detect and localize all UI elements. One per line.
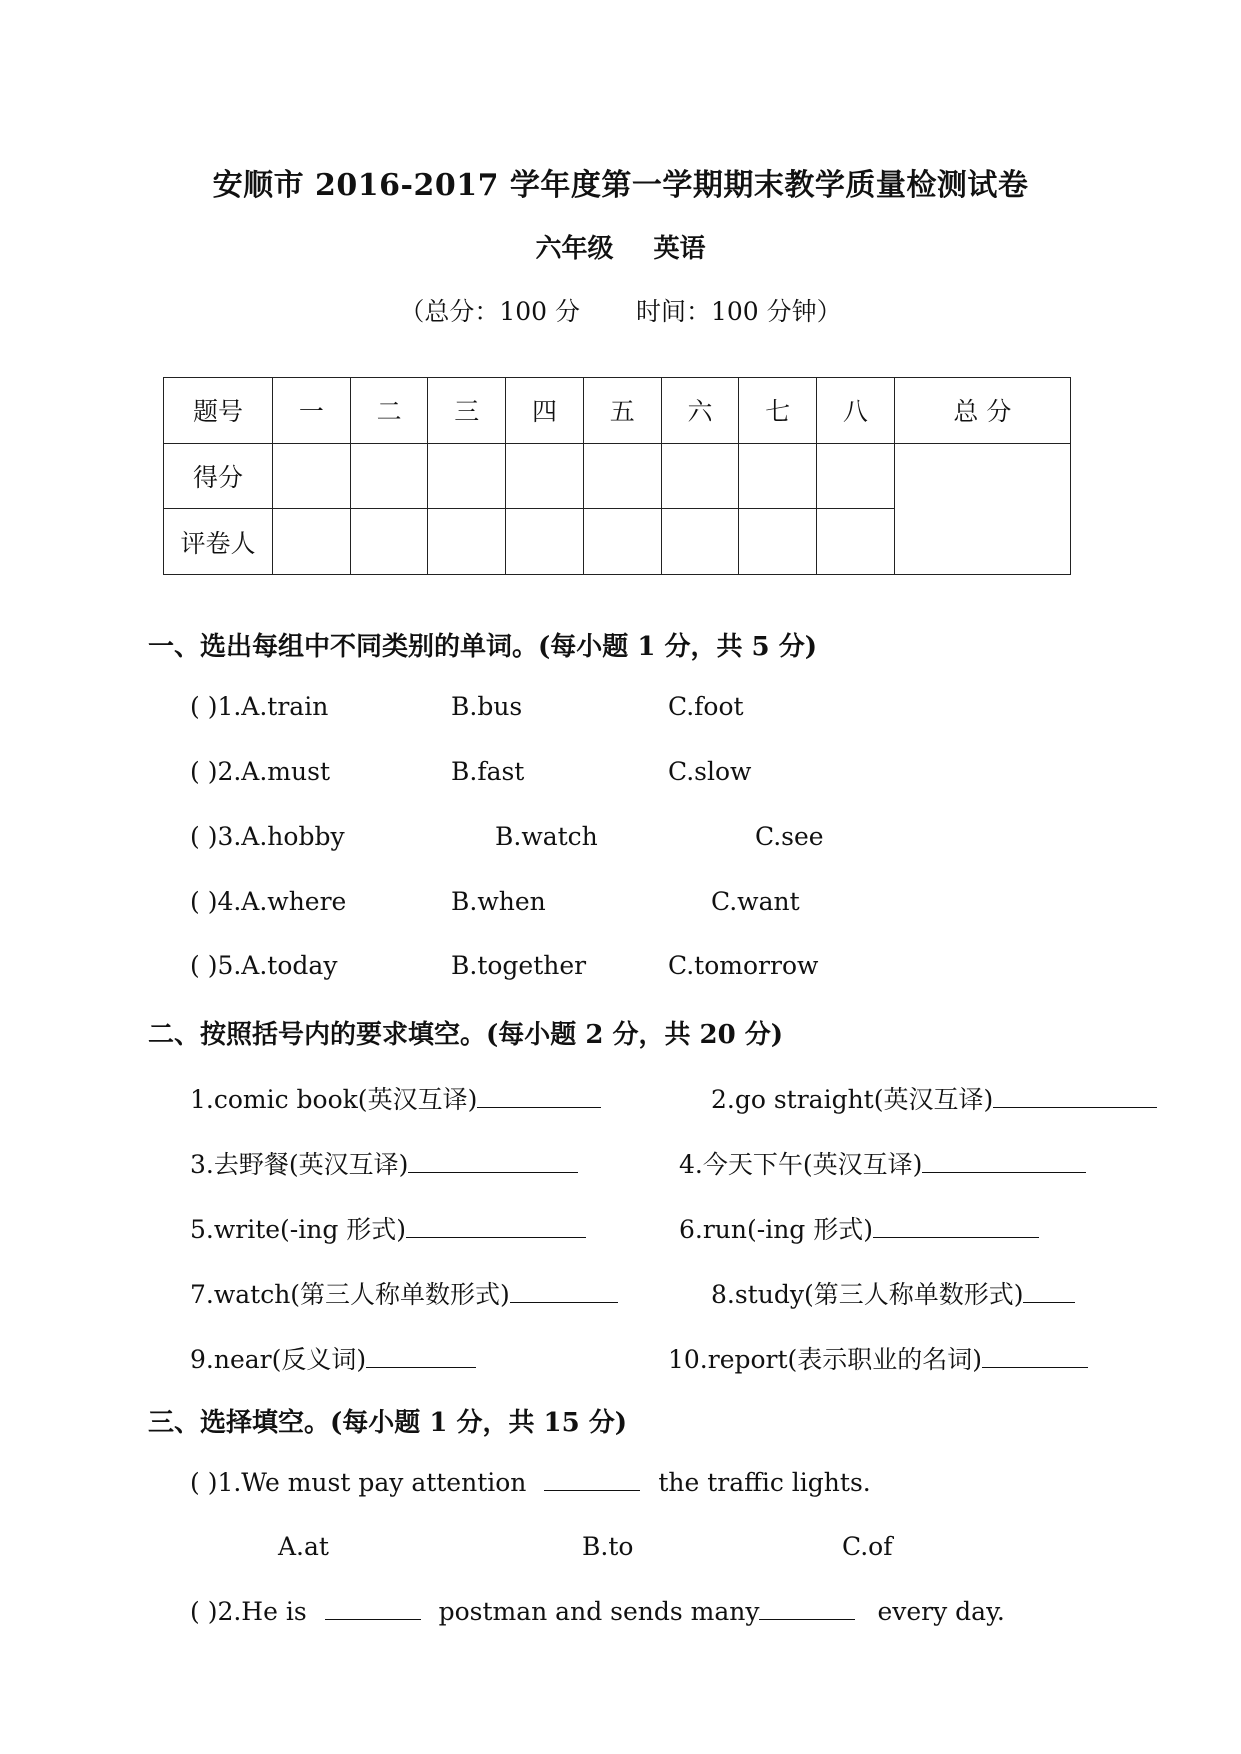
- time-info: 时间：100 分钟）: [636, 297, 842, 326]
- section1-heading: 一、选出每组中不同类别的单词。(每小题 1 分，共 5 分): [148, 632, 817, 662]
- col-3-header: 三: [428, 378, 506, 444]
- s2-q7: 7.watch(第三人称单数形式): [190, 1275, 618, 1311]
- col-1-header: 一: [273, 378, 351, 444]
- answer-blank[interactable]: [1023, 1280, 1075, 1303]
- total-score-cell[interactable]: [894, 443, 1070, 574]
- section3-heading: 三、选择填空。(每小题 1 分，共 15 分): [148, 1408, 628, 1438]
- score-cell[interactable]: [273, 443, 351, 509]
- subtitle: [0, 228, 1241, 265]
- s1-q5-b: B.together: [451, 951, 587, 980]
- s3-q1: ( )1.We must pay attention the traffic lights.: [190, 1468, 871, 1497]
- col-4-header: 四: [506, 378, 584, 444]
- grader-cell[interactable]: [506, 509, 584, 575]
- s1-q1-c: C.foot: [668, 692, 744, 721]
- score-cell[interactable]: [506, 443, 584, 509]
- grader-cell[interactable]: [739, 509, 817, 575]
- col-5-header: 五: [583, 378, 661, 444]
- s2-q2: 2.go straight(英汉互译): [711, 1080, 1157, 1116]
- subject-label: 英语: [653, 234, 706, 264]
- s1-q3-b: B.watch: [495, 822, 598, 851]
- grader-cell[interactable]: [817, 509, 895, 575]
- answer-blank[interactable]: [759, 1597, 855, 1620]
- s3-q1-a: A.at: [278, 1532, 329, 1561]
- total-score-info: （总分：100 分: [399, 297, 580, 326]
- s1-q4-a: ( )4.A.where: [190, 887, 347, 916]
- answer-blank[interactable]: [325, 1597, 421, 1620]
- answer-blank[interactable]: [406, 1215, 586, 1238]
- answer-blank[interactable]: [873, 1215, 1039, 1238]
- score-cell[interactable]: [661, 443, 739, 509]
- answer-blank[interactable]: [544, 1468, 640, 1491]
- answer-blank[interactable]: [366, 1345, 476, 1368]
- col-8-header: 八: [817, 378, 895, 444]
- s1-q1-b: B.bus: [451, 692, 523, 721]
- exam-info: [0, 292, 1241, 328]
- s1-q2-c: C.slow: [668, 757, 752, 786]
- s2-q6: 6.run(-ing 形式): [679, 1210, 1039, 1246]
- s1-q4-b: B.when: [451, 887, 546, 916]
- score-row-label: 得分: [164, 443, 273, 509]
- answer-blank[interactable]: [510, 1280, 618, 1303]
- score-cell[interactable]: [428, 443, 506, 509]
- score-cell[interactable]: [350, 443, 428, 509]
- answer-blank[interactable]: [982, 1345, 1088, 1368]
- s2-q9: 9.near(反义词): [190, 1340, 476, 1376]
- grader-cell[interactable]: [350, 509, 428, 575]
- s1-q1-a: ( )1.A.train: [190, 692, 329, 721]
- score-cell[interactable]: [817, 443, 895, 509]
- s2-q3: 3.去野餐(英汉互译): [190, 1145, 578, 1181]
- page-title: 安顺市 2016-2017 学年度第一学期期末教学质量检测试卷: [212, 168, 1029, 203]
- grader-row-label: 评卷人: [164, 509, 273, 575]
- s2-q8: 8.study(第三人称单数形式): [711, 1275, 1075, 1311]
- header-label-cell: 题号: [164, 378, 273, 444]
- s3-q1-b: B.to: [582, 1532, 634, 1561]
- answer-blank[interactable]: [993, 1085, 1157, 1108]
- col-6-header: 六: [661, 378, 739, 444]
- score-cell[interactable]: [583, 443, 661, 509]
- s3-q2: ( )2.He is postman and sends many every day.: [190, 1597, 1005, 1626]
- grade-label: 六年级: [535, 234, 614, 264]
- s2-q10: 10.report(表示职业的名词): [668, 1340, 1088, 1376]
- s1-q5-c: C.tomorrow: [668, 951, 819, 980]
- s1-q3-c: C.see: [755, 822, 824, 851]
- s1-q5-a: ( )5.A.today: [190, 951, 338, 980]
- s1-q2-a: ( )2.A.must: [190, 757, 330, 786]
- total-header: 总 分: [894, 378, 1070, 444]
- s2-q1: 1.comic book(英汉互译): [190, 1080, 601, 1116]
- grader-cell[interactable]: [273, 509, 351, 575]
- grader-cell[interactable]: [661, 509, 739, 575]
- s1-q4-c: C.want: [711, 887, 800, 916]
- s1-q2-b: B.fast: [451, 757, 525, 786]
- grader-cell[interactable]: [583, 509, 661, 575]
- col-7-header: 七: [739, 378, 817, 444]
- score-table: [163, 377, 1071, 575]
- col-2-header: 二: [350, 378, 428, 444]
- score-cell[interactable]: [739, 443, 817, 509]
- s2-q4: 4.今天下午(英汉互译): [679, 1145, 1086, 1181]
- answer-blank[interactable]: [922, 1150, 1086, 1173]
- answer-blank[interactable]: [408, 1150, 578, 1173]
- grader-cell[interactable]: [428, 509, 506, 575]
- section2-heading: 二、按照括号内的要求填空。(每小题 2 分，共 20 分): [148, 1020, 784, 1050]
- s2-q5: 5.write(-ing 形式): [190, 1210, 586, 1246]
- s3-q1-c: C.of: [842, 1532, 893, 1561]
- answer-blank[interactable]: [477, 1085, 601, 1108]
- s1-q3-a: ( )3.A.hobby: [190, 822, 345, 851]
